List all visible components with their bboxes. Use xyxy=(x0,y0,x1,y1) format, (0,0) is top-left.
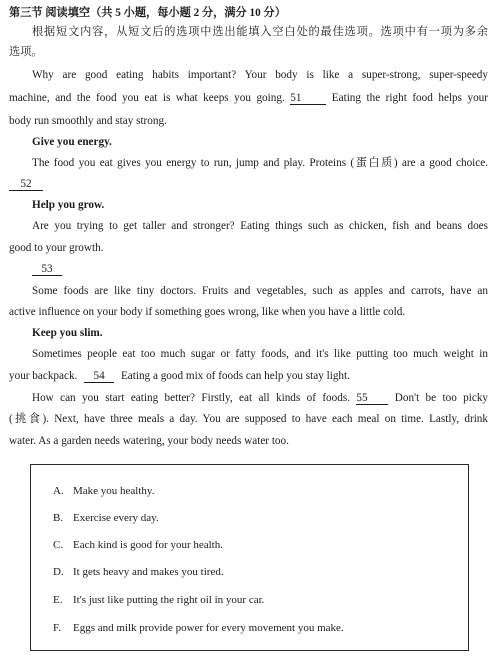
instruction-line-2: 选项。 xyxy=(9,46,43,58)
paragraph-5-line-2 xyxy=(9,369,488,383)
paragraph-5-text-a: your backpack. xyxy=(9,370,78,382)
paragraph-4-line-2: active influence on your body if something goes wrong, like when you have a little cold. xyxy=(9,306,406,318)
instruction-line-1: 根据短文内容，从短文后的选项中选出能填入空白处的最佳选项。选项中有一项为多余 xyxy=(32,26,488,38)
paragraph-6-line-3: water. As a garden needs watering, your body needs water too. xyxy=(9,435,289,447)
paragraph-2-line-1: The food you eat gives you energy to run, jump and play. Proteins (蛋白质) are a good choice. xyxy=(32,157,488,169)
heading-help-grow: Help you grow. xyxy=(32,199,105,211)
blank-55: 55 xyxy=(356,392,388,405)
paragraph-6-line-2: (挑食). Next, have three meals a day. You are supposed to have each meal on time. Lastly, drink xyxy=(9,413,488,425)
option-letter: D. xyxy=(53,566,64,578)
paragraph-1-line-3: body run smoothly and stay strong. xyxy=(9,115,167,127)
blank-53: 53 xyxy=(32,263,62,276)
paragraph-5-text-b: Eating a good mix of foods can help you stay light. xyxy=(120,370,350,382)
option-f xyxy=(53,621,344,635)
paragraph-blank-53-line xyxy=(32,262,488,276)
option-d xyxy=(53,565,224,579)
option-b xyxy=(53,511,159,525)
blank-51: 51 xyxy=(290,92,326,105)
option-text: Exercise every day. xyxy=(73,512,159,524)
section-title: 第三节 阅读填空（共 5 小题，每小题 2 分，满分 10 分） xyxy=(9,7,286,19)
paragraph-2-line-2 xyxy=(9,177,488,191)
paragraph-5-line-1: Sometimes people eat too much sugar or fatty foods, and it's like putting too much weight in xyxy=(32,348,488,360)
paragraph-6-text-b: Don't be too picky xyxy=(394,392,489,404)
option-c xyxy=(53,538,223,552)
paragraph-6-line-1 xyxy=(32,391,488,405)
blank-54: 54 xyxy=(84,370,114,383)
option-letter: A. xyxy=(53,485,64,497)
option-text: Make you healthy. xyxy=(73,485,155,497)
paragraph-4-line-1: Some foods are like tiny doctors. Fruits and vegetables, such as apples and carrots, have an xyxy=(32,285,488,297)
paragraph-1-line-2 xyxy=(9,91,488,105)
option-e xyxy=(53,593,264,607)
option-a xyxy=(53,484,154,498)
option-letter: B. xyxy=(53,512,64,524)
option-text: It's just like putting the right oil in your car. xyxy=(73,594,265,606)
option-letter: C. xyxy=(53,539,64,551)
paragraph-3-line-1: Are you trying to get taller and stronger? Eating things such as chicken, fish and beans does xyxy=(32,220,488,232)
heading-give-energy: Give you energy. xyxy=(32,136,112,148)
paragraph-1-line-1: Why are good eating habits important? Your body is like a super-strong, super-speedy xyxy=(32,69,488,81)
options-box xyxy=(30,464,469,651)
heading-keep-slim: Keep you slim. xyxy=(32,327,103,339)
paragraph-1-text-b: Eating the right food helps your xyxy=(331,92,488,104)
option-text: Each kind is good for your health. xyxy=(73,539,223,551)
paragraph-1-text-a: machine, and the food you eat is what keeps you going. xyxy=(9,92,285,104)
paragraph-6-text-a: How can you start eating better? Firstly, eat all kinds of foods. xyxy=(32,392,350,404)
option-text: It gets heavy and makes you tired. xyxy=(73,566,224,578)
option-letter: F. xyxy=(53,622,61,634)
option-letter: E. xyxy=(53,594,63,606)
option-text: Eggs and milk provide power for every movement you make. xyxy=(73,622,344,634)
blank-52: 52 xyxy=(9,178,43,191)
paragraph-3-line-2: good to your growth. xyxy=(9,242,104,254)
